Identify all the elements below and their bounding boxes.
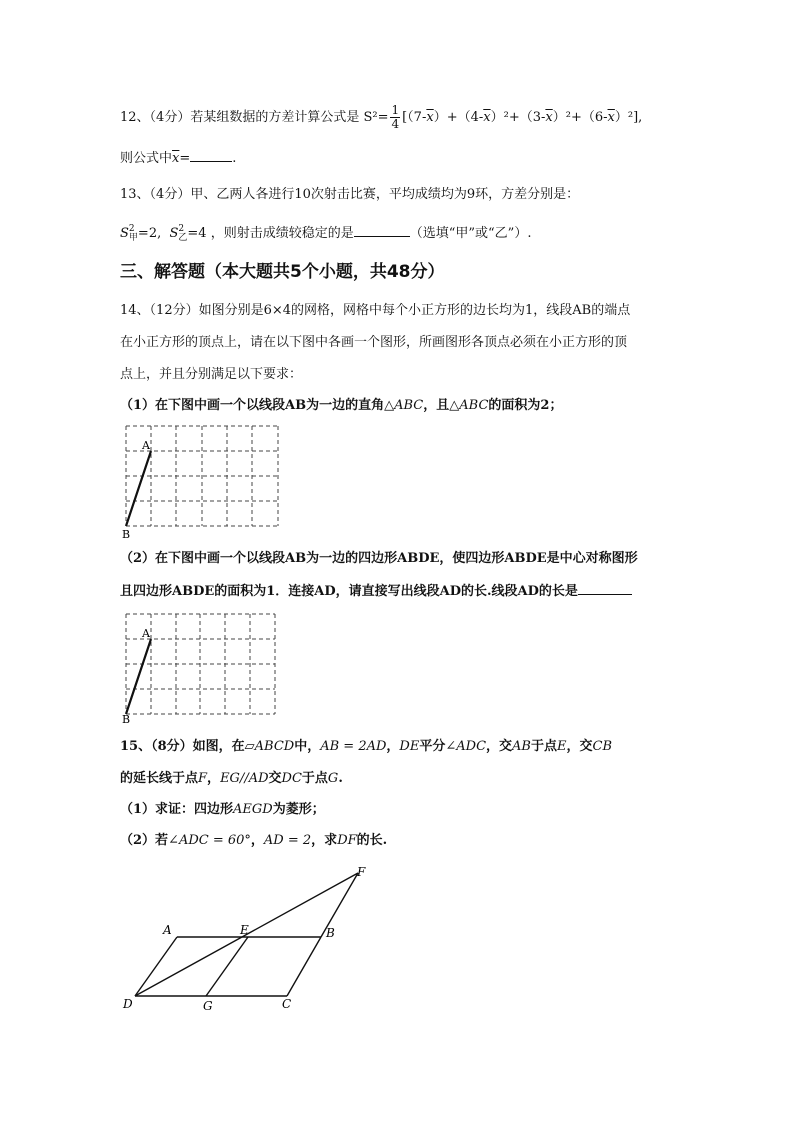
segment-ab bbox=[126, 451, 151, 526]
label-e: E bbox=[240, 923, 249, 937]
q12-line1: 12、（4分）若某组数据的方差计算公式是 S²= $\frac{1}{4}$ $[(7-\overline{x})+(4-\overline{x})^2+(3-\overline{x})^2+(6-\overline{x})^2]$, bbox=[120, 103, 643, 131]
segment-ab bbox=[126, 639, 151, 714]
q15-line1: 15、（8分）如图，在▱ABCD中，AB = 2AD，DE平分∠ADC，交AB于点E，交CB bbox=[120, 739, 613, 754]
side-cb bbox=[287, 937, 321, 996]
side-da bbox=[135, 937, 177, 996]
label-b: B bbox=[326, 926, 335, 940]
q14-line1: 14、（12分）如图分别是6×4的网格，网格中每个小正方形的边长均为1，线段AB的端点 bbox=[120, 303, 631, 318]
q14-line3: 点上，并且分别满足以下要求： bbox=[120, 367, 303, 382]
label-b: B bbox=[122, 528, 131, 541]
label-b: B bbox=[122, 713, 131, 726]
q14-part2-line1: （2）在下图中画一个以线段AB为一边的四边形ABDE，使四边形ABDE是中心对称图形 bbox=[120, 551, 638, 566]
q13-line2: S 2 甲 =2, S 2 乙 =4 ，则射击成绩较稳定的是 （选填“甲”或“乙”）. bbox=[120, 223, 532, 243]
label-c: C bbox=[282, 997, 292, 1011]
q12-head: 12、（4分）若某组数据的方差计算公式是 S²= bbox=[120, 110, 389, 125]
q13-line1: 13、（4分）甲、乙两人各进行10次射击比赛，平均成绩均为9环，方差分别是： bbox=[120, 187, 580, 202]
parallelogram-figure bbox=[115, 862, 385, 1012]
x-bar: $\overline{x}$ bbox=[426, 110, 434, 125]
label-d: D bbox=[123, 997, 133, 1011]
grid-figure-2 bbox=[118, 608, 284, 726]
q14-part2-line2: 且四边形ABDE的面积为1．连接AD，请直接写出线段AD的长.线段AD的长是 bbox=[120, 582, 632, 601]
q14-line2: 在小正方形的顶点上，请在以下图中各画一个图形，所画图形各顶点必须在小正方形的顶 bbox=[120, 335, 628, 350]
label-f: F bbox=[357, 865, 366, 879]
answer-blank[interactable] bbox=[578, 582, 632, 595]
q12-line2: 则公式中$\overline{x}=$ . bbox=[120, 151, 237, 166]
grid-figure-1 bbox=[118, 420, 284, 542]
label-g: G bbox=[203, 999, 213, 1012]
x-bar: $\overline{x}$ bbox=[607, 110, 615, 125]
q15-line2: 的延长线于点F，EG//AD交DC于点G. bbox=[120, 771, 343, 786]
q14-part1: （1）在下图中画一个以线段AB为一边的直角△ABC，且△ABC的面积为2； bbox=[120, 398, 563, 413]
label-a: A bbox=[163, 923, 172, 937]
q12-fraction: $\frac{1}{4}$ bbox=[391, 103, 400, 131]
q15-part1: （1）求证：四边形AEGD为菱形； bbox=[120, 802, 325, 817]
x-bar: $\overline{x}$ bbox=[172, 151, 180, 166]
x-bar: $\overline{x}$ bbox=[545, 110, 553, 125]
label-a: A bbox=[142, 439, 150, 452]
section-heading: 三、解答题（本大题共5个小题，共48分） bbox=[120, 262, 445, 282]
answer-blank[interactable] bbox=[354, 224, 410, 237]
answer-blank[interactable] bbox=[190, 149, 232, 162]
label-a: A bbox=[142, 627, 150, 640]
q15-part2: （2）若∠ADC = 60°，AD = 2，求DF的长. bbox=[120, 833, 388, 848]
x-bar: $\overline{x}$ bbox=[483, 110, 491, 125]
